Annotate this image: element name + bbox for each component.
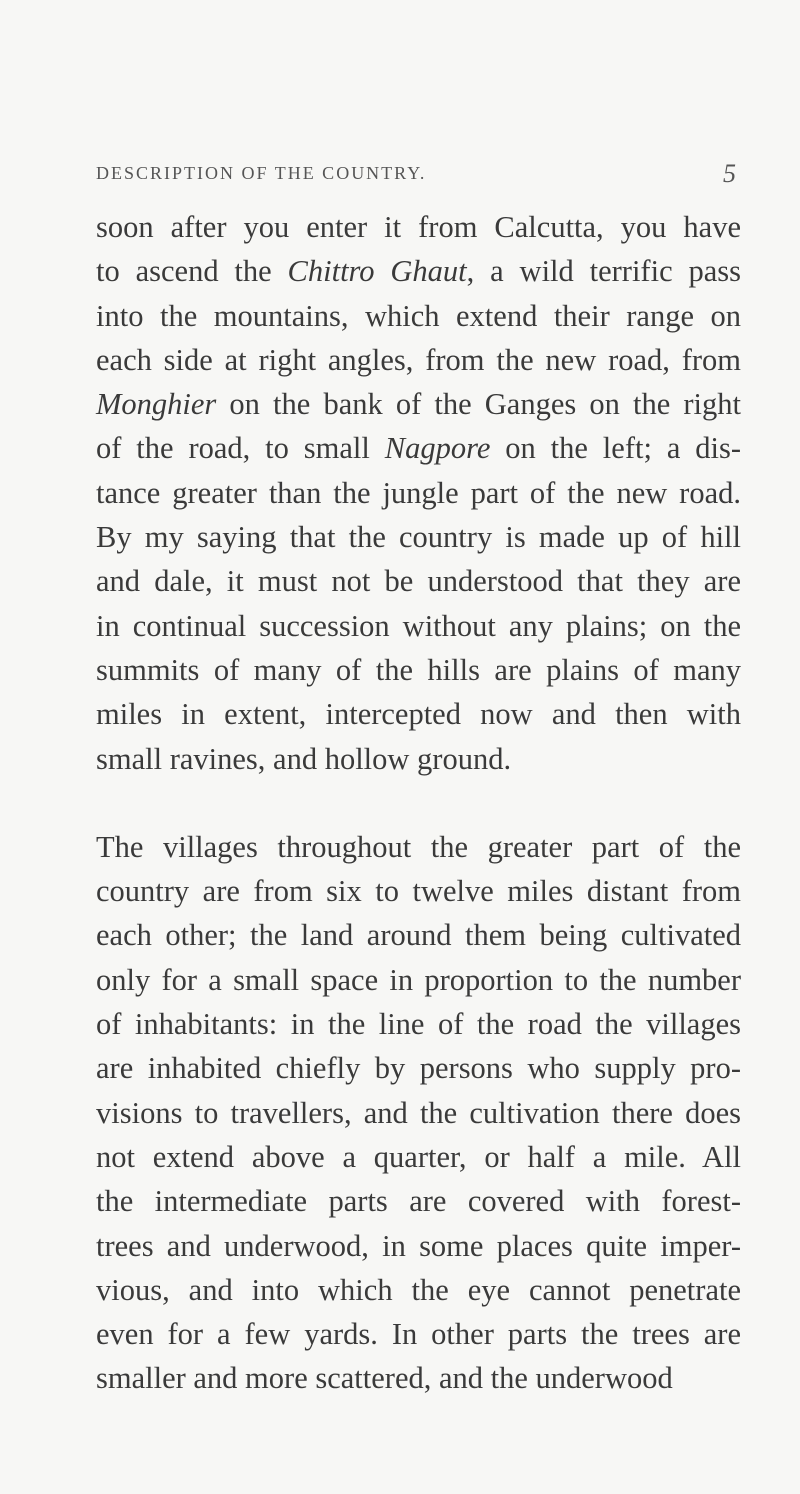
text-line: small ravines, and hollow ground. <box>96 741 512 776</box>
text-line: in continual succession without any plains; on the <box>96 608 741 643</box>
running-title: DESCRIPTION OF THE COUNTRY. <box>96 163 427 183</box>
body-text <box>96 205 741 1401</box>
text-line: trees and underwood, in some places quite imper- <box>96 1228 741 1263</box>
text-line: and dale, it must not be understood that they are <box>96 564 741 599</box>
text-line: only for a small space in proportion to the number <box>96 962 741 997</box>
paragraph <box>96 205 741 781</box>
text-line: miles in extent, intercepted now and then with <box>96 697 741 732</box>
text-line: soon after you enter it from Calcutta, you have <box>96 210 741 244</box>
text-line: visions to travellers, and the cultivation there does <box>96 1095 741 1130</box>
italic-name: Nagpore <box>384 431 491 466</box>
italic-name: Monghier <box>96 387 217 422</box>
text-line: Monghier on the bank of the Ganges on the right <box>96 387 741 422</box>
text-line: not extend above a quarter, or half a mile. All <box>96 1139 741 1174</box>
text-line: The villages throughout the greater part of the <box>96 829 741 864</box>
text-line: each other; the land around them being cultivated <box>96 918 741 953</box>
text-line: into the mountains, which extend their range on <box>96 298 741 333</box>
text-line: each side at right angles, from the new road, from <box>96 342 741 377</box>
text-line: By my saying that the country is made up of hill <box>96 520 741 555</box>
text-line: the intermediate parts are covered with forest- <box>96 1184 741 1219</box>
italic-name: Chittro Ghaut <box>287 254 467 289</box>
text-line: smaller and more scattered, and the underwood <box>96 1361 673 1396</box>
text-line: country are from six to twelve miles distant from <box>96 874 741 909</box>
text-line: tance greater than the jungle part of the new road. <box>96 475 741 510</box>
text-line: of the road, to small Nagpore on the left; a dis- <box>96 431 741 466</box>
page-number: 5 <box>723 159 736 188</box>
text-line: to ascend the Chittro Ghaut, a wild terrific pass <box>96 254 741 289</box>
running-head <box>96 159 736 193</box>
text-line: vious, and into which the eye cannot penetrate <box>96 1272 741 1307</box>
text-line: even for a few yards. In other parts the trees are <box>96 1317 741 1352</box>
text-line: summits of many of the hills are plains of many <box>96 652 741 687</box>
text-line: of inhabitants: in the line of the road the villages <box>96 1007 741 1042</box>
text-line: are inhabited chiefly by persons who supply pro- <box>96 1051 741 1086</box>
paragraph-gap <box>96 781 741 825</box>
paragraph <box>96 825 741 1401</box>
